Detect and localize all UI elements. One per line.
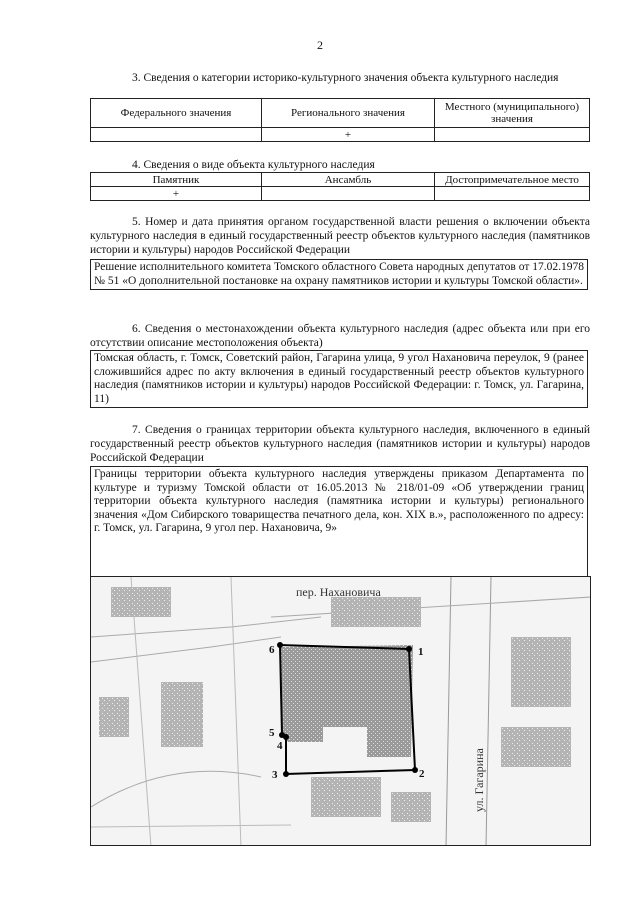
point-label-5: 5 [269,727,275,739]
point-label-3: 3 [272,769,278,781]
section-5-decision: Решение исполнительного комитета Томского областного Совета народных депутатов от 17.02.1978 № 51 «О дополнительной постановке на охрану памятников истории и культуры Томской области». [90,259,588,290]
point-label-6: 6 [269,644,275,656]
street-label-gagarina: ул. Гагарина [472,748,486,812]
point-label-1: 1 [418,646,424,658]
type-value-landmark [435,187,590,201]
category-header-regional: Регионального значения [262,99,435,128]
section-7-boundaries: Границы территории объекта культурного наследия утверждены приказом Департамента по культуре и туризму Томской области от 16.05.2013 № 218/01-09 «Об утверждении границ территории объекта культурного наследия (памятника истории и культуры) регионального значения «Дом Сибирского товарищества печатного дела, кон. XIX в.», расположенного по адресу: г. Томск, ул. Гагарина, 9 угол пер. Нахановича, 9» [90,466,588,577]
point-label-4: 4 [277,740,283,752]
category-header-local: Местного (муниципального) значения [435,99,590,128]
type-table [90,172,590,201]
type-header-monument: Памятник [91,173,262,187]
type-header-ensemble: Ансамбль [262,173,435,187]
category-value-federal [91,128,262,142]
section-7-heading: 7. Сведения о границах территории объекта культурного наследия, включенного в единый государственный реестр объектов культурного наследия (памятников истории и культуры) народов Российской Федерации [90,424,590,464]
section-4-heading: 4. Сведения о виде объекта культурного наследия [132,159,375,171]
type-value-monument: + [91,187,262,201]
point-label-2: 2 [419,768,425,780]
section-6-heading: 6. Сведения о местонахождении объекта культурного наследия (адрес объекта или при его отсутствии описание местоположения объекта) [90,323,590,349]
type-header-landmark: Достопримечательное место [435,173,590,187]
category-table [90,98,590,142]
type-value-ensemble [262,187,435,201]
category-header-federal: Федерального значения [91,99,262,128]
section-5-heading: 5. Номер и дата принятия органом государственной власти решения о включении объекта культурного наследия в единый государственный реестр объектов культурного наследия (памятников истории и культуры) народов Российской Федерации [90,216,590,256]
boundary-map [90,576,591,846]
category-value-regional: + [262,128,435,142]
category-value-local [435,128,590,142]
page-number: 2 [317,38,323,52]
street-label-nakhanovicha: пер. Нахановича [296,585,381,599]
section-3-heading: 3. Сведения о категории историко-культурного значения объекта культурного наследия [132,72,559,84]
section-6-address: Томская область, г. Томск, Советский район, Гагарина улица, 9 угол Нахановича переулок, 9 (ранее сложившийся адрес по акту включения в единый государственный реестр объектов культурного наследия (памятников истории и культуры) народов Российской Федерации: г. Томск, ул. Гагарина, 11) [90,350,588,408]
